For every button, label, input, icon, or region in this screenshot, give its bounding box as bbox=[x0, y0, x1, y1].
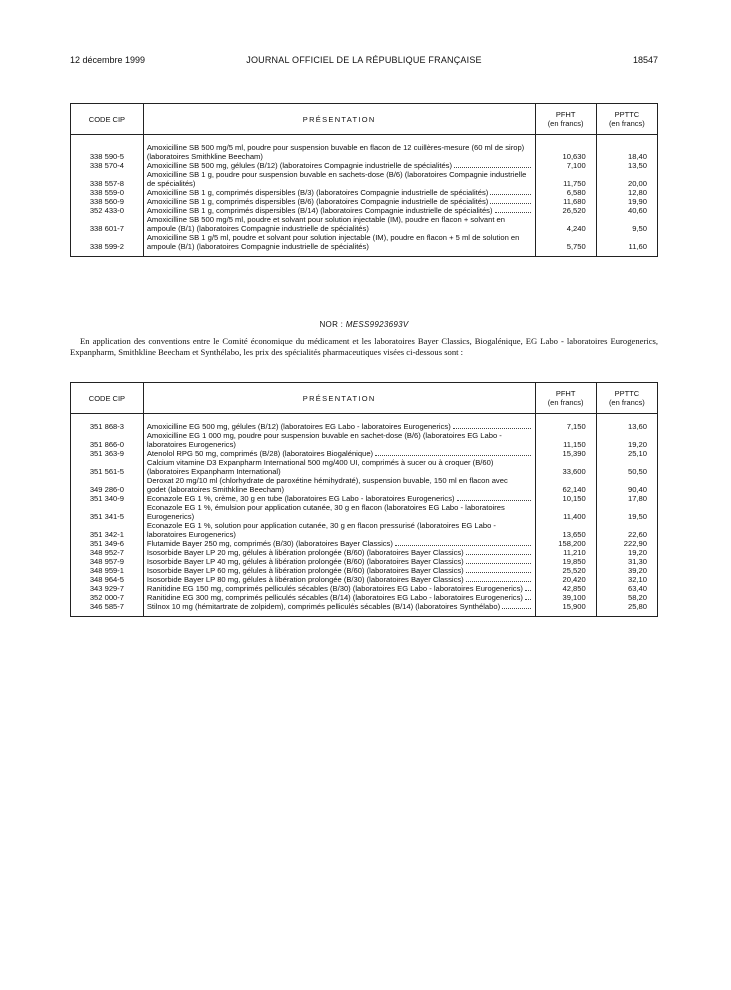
ppttc-value: 63,40 bbox=[627, 584, 647, 593]
cip-code: 348 959-1 bbox=[89, 566, 125, 575]
ppttc-value: 17,80 bbox=[627, 494, 647, 503]
price-table-smithkline bbox=[70, 103, 658, 257]
presentation-label: Isosorbide Bayer LP 60 mg, gélules à libération prolongée (B/60) (laboratoires Bayer Classics) bbox=[146, 566, 464, 575]
pfht-value: 11,750 bbox=[563, 179, 586, 188]
table-row bbox=[71, 584, 658, 593]
cip-code-cell bbox=[71, 548, 144, 557]
table-row bbox=[71, 206, 658, 215]
cip-code-cell bbox=[71, 593, 144, 602]
cip-code-cell bbox=[71, 584, 144, 593]
pfht-cell bbox=[535, 539, 596, 548]
cip-code: 351 561-5 bbox=[89, 467, 125, 476]
presentation-cell bbox=[143, 566, 535, 575]
ppttc-value: 50,50 bbox=[627, 467, 647, 476]
presentation-label: Econazole EG 1 %, solution pour application cutanée, 30 g en flacon pressurisé (laboratoires EG Labo - laboratoires Eurogenerics) bbox=[146, 521, 496, 539]
pfht-value: 19,850 bbox=[562, 557, 586, 566]
ppttc-cell bbox=[596, 431, 657, 449]
ppttc-value: 11,60 bbox=[628, 242, 647, 251]
presentation-text bbox=[147, 449, 532, 458]
cip-code-cell bbox=[71, 414, 144, 432]
ppttc-cell bbox=[596, 161, 657, 170]
cip-code: 351 342-1 bbox=[89, 530, 125, 539]
ppttc-cell bbox=[596, 494, 657, 503]
presentation-label: Econazole EG 1 %, émulsion pour application cutanée, 30 g en flacon (laboratoires EG Labo - laboratoires Eurogenerics) bbox=[146, 503, 505, 521]
presentation-label: Flutamide Bayer 250 mg, comprimés (B/30) (laboratoires Bayer Classics) bbox=[146, 539, 393, 548]
ppttc-value: 19,90 bbox=[627, 197, 647, 206]
dot-leader bbox=[466, 563, 531, 564]
presentation-text bbox=[147, 422, 532, 431]
presentation-label: Deroxat 20 mg/10 ml (chlorhydrate de paroxétine hémihydraté), suspension buvable, 150 ml en flacon avec godet (laboratoires Smithkline Beecham) bbox=[146, 476, 508, 494]
table-row bbox=[71, 135, 658, 162]
presentation-cell bbox=[143, 197, 535, 206]
presentation-label: Amoxicilline SB 500 mg, gélules (B/12) (laboratoires Compagnie industrielle de spécialités) bbox=[146, 161, 453, 170]
cip-code-cell bbox=[71, 135, 144, 162]
pfht-cell bbox=[535, 476, 596, 494]
cip-code: 338 560-9 bbox=[89, 197, 125, 206]
cip-code-cell bbox=[71, 566, 144, 575]
presentation-label: Isosorbide Bayer LP 80 mg, gélules à libération prolongée (B/30) (laboratoires Bayer Classics) bbox=[146, 575, 464, 584]
table-row bbox=[71, 233, 658, 257]
ppttc-value: 31,30 bbox=[627, 557, 647, 566]
presentation-cell bbox=[143, 170, 535, 188]
table-row bbox=[71, 161, 658, 170]
col-header-pfht: PFHT (en francs) bbox=[535, 104, 596, 135]
pfht-value: 4,240 bbox=[566, 224, 586, 233]
cip-code: 346 585-7 bbox=[89, 602, 125, 611]
presentation-text bbox=[147, 188, 532, 197]
presentation-text bbox=[147, 215, 532, 233]
table-row bbox=[71, 503, 658, 521]
ppttc-value: 222,90 bbox=[623, 539, 647, 548]
ppttc-cell bbox=[596, 135, 657, 162]
nor-label: NOR : bbox=[319, 320, 344, 329]
table-header-row bbox=[71, 383, 658, 414]
presentation-text bbox=[147, 503, 532, 521]
pfht-cell bbox=[535, 584, 596, 593]
dot-leader bbox=[466, 581, 531, 582]
pfht-cell bbox=[535, 449, 596, 458]
page-header bbox=[70, 55, 658, 69]
table-row bbox=[71, 458, 658, 476]
pfht-value: 26,520 bbox=[562, 206, 586, 215]
cip-code: 351 340-9 bbox=[89, 494, 125, 503]
pfht-value: 11,210 bbox=[563, 548, 586, 557]
cip-code-cell bbox=[71, 557, 144, 566]
pfht-value: 15,390 bbox=[562, 449, 586, 458]
dot-leader bbox=[454, 167, 531, 168]
dot-leader bbox=[457, 500, 531, 501]
presentation-cell bbox=[143, 458, 535, 476]
presentation-text bbox=[147, 584, 532, 593]
presentation-label: Amoxicilline SB 1 g, comprimés dispersibles (B/14) (laboratoires Compagnie industrielle de spécialités) bbox=[146, 206, 493, 215]
pfht-value: 10,630 bbox=[562, 152, 586, 161]
col-header-ppttc: PPTTC (en francs) bbox=[596, 383, 657, 414]
presentation-cell bbox=[143, 494, 535, 503]
ppttc-value: 9,50 bbox=[632, 224, 647, 233]
cip-code-cell bbox=[71, 494, 144, 503]
pfht-cell bbox=[535, 566, 596, 575]
pfht-cell bbox=[535, 233, 596, 257]
presentation-label: Amoxicilline SB 1 g, comprimés dispersibles (B/3) (laboratoires Compagnie industrielle de spécialités) bbox=[146, 188, 489, 197]
presentation-text bbox=[147, 575, 532, 584]
table-header-row bbox=[71, 104, 658, 135]
table-row bbox=[71, 521, 658, 539]
cip-code-cell bbox=[71, 161, 144, 170]
pfht-value: 11,400 bbox=[563, 512, 586, 521]
presentation-text bbox=[147, 548, 532, 557]
pfht-cell bbox=[535, 575, 596, 584]
ppttc-value: 25,80 bbox=[627, 602, 647, 611]
ppttc-cell bbox=[596, 584, 657, 593]
dot-leader bbox=[495, 212, 531, 213]
presentation-label: Isosorbide Bayer LP 40 mg, gélules à libération prolongée (B/60) (laboratoires Bayer Classics) bbox=[146, 557, 464, 566]
cip-code: 338 601-7 bbox=[89, 224, 125, 233]
presentation-label: Econazole EG 1 %, crème, 30 g en tube (laboratoires EG Labo - laboratoires Eurogenerics) bbox=[146, 494, 455, 503]
pfht-cell bbox=[535, 206, 596, 215]
pfht-cell bbox=[535, 431, 596, 449]
pfht-cell bbox=[535, 170, 596, 188]
ppttc-cell bbox=[596, 206, 657, 215]
presentation-cell bbox=[143, 548, 535, 557]
table-row bbox=[71, 494, 658, 503]
dot-leader bbox=[453, 428, 531, 429]
ppttc-value: 13,50 bbox=[627, 161, 647, 170]
presentation-text bbox=[147, 161, 532, 170]
col-header-ppttc: PPTTC (en francs) bbox=[596, 104, 657, 135]
ppttc-value: 90,40 bbox=[627, 485, 647, 494]
presentation-cell bbox=[143, 414, 535, 432]
pfht-value: 20,420 bbox=[562, 575, 586, 584]
col-header-presentation: PRÉSENTATION bbox=[143, 104, 535, 135]
presentation-text bbox=[147, 206, 532, 215]
cip-code: 338 557-8 bbox=[89, 179, 125, 188]
cip-code: 351 866-0 bbox=[89, 440, 125, 449]
pfht-cell bbox=[535, 215, 596, 233]
presentation-text bbox=[147, 197, 532, 206]
presentation-cell bbox=[143, 233, 535, 257]
table-row bbox=[71, 539, 658, 548]
ppttc-cell bbox=[596, 548, 657, 557]
pfht-value: 7,100 bbox=[566, 161, 586, 170]
dot-leader bbox=[490, 194, 530, 195]
presentation-cell bbox=[143, 593, 535, 602]
col-header-pfht: PFHT (en francs) bbox=[535, 383, 596, 414]
presentation-label: Atenolol RPG 50 mg, comprimés (B/28) (laboratoires Biogalénique) bbox=[146, 449, 374, 458]
dot-leader bbox=[502, 608, 530, 609]
presentation-label: Ranitidine EG 300 mg, comprimés pelliculés sécables (B/14) (laboratoires EG Labo - laboratoires Eurogenerics) bbox=[146, 593, 523, 602]
ppttc-cell bbox=[596, 602, 657, 617]
price-table-generics bbox=[70, 382, 658, 617]
cip-code-cell bbox=[71, 476, 144, 494]
ppttc-cell bbox=[596, 476, 657, 494]
presentation-label: Amoxicilline EG 500 mg, gélules (B/12) (laboratoires EG Labo - laboratoires Eurogenerics) bbox=[146, 422, 451, 431]
page-number: 18547 bbox=[632, 55, 658, 65]
ppttc-cell bbox=[596, 215, 657, 233]
pfht-cell bbox=[535, 548, 596, 557]
presentation-label: Stilnox 10 mg (hémitartrate de zolpidem), comprimés pelliculés sécables (B/14) (laboratoires Synthélabo) bbox=[146, 602, 501, 611]
cip-code-cell bbox=[71, 539, 144, 548]
ppttc-cell bbox=[596, 539, 657, 548]
ppttc-value: 32,10 bbox=[627, 575, 647, 584]
col-header-code-cip: CODE CIP bbox=[71, 383, 144, 414]
pfht-cell bbox=[535, 458, 596, 476]
cip-code: 351 363-9 bbox=[89, 449, 125, 458]
presentation-cell bbox=[143, 521, 535, 539]
presentation-text bbox=[147, 494, 532, 503]
cip-code-cell bbox=[71, 215, 144, 233]
cip-code-cell bbox=[71, 503, 144, 521]
pfht-value: 42,850 bbox=[562, 584, 586, 593]
cip-code-cell bbox=[71, 188, 144, 197]
presentation-label: Amoxicilline SB 1 g, poudre pour suspension buvable en sachets-dose (B/6) (laboratoires Compagnie industrielle de spécialités) bbox=[146, 170, 527, 188]
pfht-cell bbox=[535, 161, 596, 170]
dot-leader bbox=[395, 545, 531, 546]
nor-reference bbox=[70, 320, 658, 329]
nor-code: MESS9923693V bbox=[345, 320, 409, 329]
presentation-cell bbox=[143, 602, 535, 617]
presentation-text bbox=[147, 170, 532, 188]
pfht-cell bbox=[535, 602, 596, 617]
cip-code: 338 599-2 bbox=[89, 242, 125, 251]
journal-title: JOURNAL OFFICIEL DE LA RÉPUBLIQUE FRANÇAISE bbox=[246, 55, 482, 65]
pfht-cell bbox=[535, 593, 596, 602]
ppttc-cell bbox=[596, 414, 657, 432]
presentation-text bbox=[147, 476, 532, 494]
table-row bbox=[71, 188, 658, 197]
cip-code-cell bbox=[71, 602, 144, 617]
cip-code-cell bbox=[71, 233, 144, 257]
ppttc-cell bbox=[596, 458, 657, 476]
presentation-label: Amoxicilline SB 500 mg/5 ml, poudre et solvant pour solution injectable (IM), poudre en flacon + solvant en ampoule (B/1) (laboratoires Compagnie industrielle de spécialités) bbox=[146, 215, 505, 233]
pfht-value: 39,100 bbox=[562, 593, 586, 602]
cip-code: 338 590-5 bbox=[89, 152, 125, 161]
ppttc-value: 58,20 bbox=[627, 593, 647, 602]
pfht-value: 15,900 bbox=[562, 602, 586, 611]
presentation-cell bbox=[143, 539, 535, 548]
ppttc-cell bbox=[596, 521, 657, 539]
intro-paragraph: En application des conventions entre le Comité économique du médicament et les laboratoires Bayer Classics, Biogalénique, EG Labo - laboratoires Eurogenerics, Expanpharm, Smithkline Beecham et Synthélabo, les prix des spécialités pharmaceutiques visées ci-dessous sont : bbox=[70, 336, 658, 357]
cip-code: 351 868-3 bbox=[89, 422, 125, 431]
ppttc-cell bbox=[596, 566, 657, 575]
presentation-cell bbox=[143, 584, 535, 593]
cip-code: 352 000-7 bbox=[89, 593, 125, 602]
cip-code: 343 929-7 bbox=[89, 584, 125, 593]
pfht-cell bbox=[535, 197, 596, 206]
presentation-cell bbox=[143, 215, 535, 233]
ppttc-cell bbox=[596, 170, 657, 188]
cip-code-cell bbox=[71, 449, 144, 458]
ppttc-cell bbox=[596, 557, 657, 566]
table-row bbox=[71, 414, 658, 432]
ppttc-cell bbox=[596, 197, 657, 206]
col-header-code-cip: CODE CIP bbox=[71, 104, 144, 135]
ppttc-value: 19,20 bbox=[627, 548, 647, 557]
presentation-cell bbox=[143, 431, 535, 449]
table-row bbox=[71, 215, 658, 233]
pfht-value: 5,750 bbox=[566, 242, 586, 251]
table-row bbox=[71, 476, 658, 494]
presentation-cell bbox=[143, 135, 535, 162]
pfht-value: 62,140 bbox=[562, 485, 586, 494]
dot-leader bbox=[490, 203, 530, 204]
pfht-value: 7,150 bbox=[566, 422, 586, 431]
issue-date: 12 décembre 1999 bbox=[70, 55, 146, 65]
table-row bbox=[71, 431, 658, 449]
pfht-cell bbox=[535, 414, 596, 432]
presentation-label: Isosorbide Bayer LP 20 mg, gélules à libération prolongée (B/60) (laboratoires Bayer Classics) bbox=[146, 548, 464, 557]
ppttc-cell bbox=[596, 188, 657, 197]
presentation-text bbox=[147, 521, 532, 539]
table-row bbox=[71, 449, 658, 458]
pfht-value: 158,200 bbox=[558, 539, 586, 548]
presentation-label: Amoxicilline EG 1 000 mg, poudre pour suspension buvable en sachet-dose (B/6) (laboratoires EG Labo - laboratoires Eurogenerics) bbox=[146, 431, 502, 449]
ppttc-cell bbox=[596, 575, 657, 584]
cip-code: 352 433-0 bbox=[89, 206, 125, 215]
pfht-value: 10,150 bbox=[562, 494, 586, 503]
presentation-cell bbox=[143, 503, 535, 521]
dot-leader bbox=[466, 554, 531, 555]
presentation-cell bbox=[143, 449, 535, 458]
presentation-cell bbox=[143, 557, 535, 566]
table-row bbox=[71, 566, 658, 575]
cip-code-cell bbox=[71, 206, 144, 215]
cip-code: 338 570-4 bbox=[89, 161, 125, 170]
ppttc-value: 25,10 bbox=[627, 449, 647, 458]
cip-code-cell bbox=[71, 521, 144, 539]
cip-code: 351 341-5 bbox=[89, 512, 125, 521]
pfht-value: 11,150 bbox=[563, 440, 586, 449]
pfht-value: 33,600 bbox=[562, 467, 586, 476]
cip-code: 351 349-6 bbox=[89, 539, 125, 548]
ppttc-value: 22,60 bbox=[627, 530, 647, 539]
presentation-label: Amoxicilline SB 1 g, comprimés dispersibles (B/6) (laboratoires Compagnie industrielle de spécialités) bbox=[146, 197, 489, 206]
presentation-text bbox=[147, 233, 532, 251]
presentation-label: Amoxicilline SB 500 mg/5 ml, poudre pour suspension buvable en flacon de 12 cuillères-mesure (60 ml de sirop) (laboratoires Smithkline Beecham) bbox=[146, 143, 525, 161]
table-row bbox=[71, 593, 658, 602]
ppttc-cell bbox=[596, 503, 657, 521]
presentation-cell bbox=[143, 476, 535, 494]
presentation-text bbox=[147, 557, 532, 566]
cip-code-cell bbox=[71, 170, 144, 188]
presentation-text bbox=[147, 143, 532, 161]
table-row bbox=[71, 575, 658, 584]
pfht-cell bbox=[535, 521, 596, 539]
dot-leader bbox=[525, 590, 531, 591]
presentation-text bbox=[147, 431, 532, 449]
ppttc-value: 40,60 bbox=[627, 206, 647, 215]
cip-code: 349 286-0 bbox=[89, 485, 125, 494]
presentation-text bbox=[147, 539, 532, 548]
ppttc-value: 20,00 bbox=[627, 179, 647, 188]
cip-code: 348 964-5 bbox=[89, 575, 125, 584]
cip-code: 338 559-0 bbox=[89, 188, 125, 197]
pfht-value: 11,680 bbox=[563, 197, 586, 206]
ppttc-value: 19,20 bbox=[627, 440, 647, 449]
pfht-cell bbox=[535, 188, 596, 197]
presentation-text bbox=[147, 566, 532, 575]
cip-code: 348 952-7 bbox=[89, 548, 125, 557]
ppttc-value: 19,50 bbox=[627, 512, 647, 521]
presentation-cell bbox=[143, 161, 535, 170]
presentation-label: Amoxicilline SB 1 g/5 ml, poudre et solvant pour solution injectable (IM), poudre en flacon + 5 ml de solution en ampoule (B/1) (laboratoires Compagnie industrielle de spécialités) bbox=[146, 233, 520, 251]
pfht-value: 6,580 bbox=[566, 188, 586, 197]
presentation-label: Calcium vitamine D3 Expanpharm International 500 mg/400 UI, comprimés à sucer ou à croquer (B/60) (laboratoires Expanpharm International) bbox=[146, 458, 494, 476]
dot-leader bbox=[466, 572, 531, 573]
dot-leader bbox=[525, 599, 531, 600]
pfht-cell bbox=[535, 557, 596, 566]
pfht-cell bbox=[535, 135, 596, 162]
cip-code: 348 957-9 bbox=[89, 557, 125, 566]
ppttc-value: 18,40 bbox=[627, 152, 647, 161]
pfht-value: 25,520 bbox=[562, 566, 586, 575]
cip-code-cell bbox=[71, 431, 144, 449]
ppttc-value: 39,20 bbox=[627, 566, 647, 575]
presentation-text bbox=[147, 602, 532, 611]
ppttc-cell bbox=[596, 593, 657, 602]
cip-code-cell bbox=[71, 575, 144, 584]
presentation-text bbox=[147, 458, 532, 476]
presentation-cell bbox=[143, 206, 535, 215]
table-row bbox=[71, 602, 658, 617]
presentation-label: Ranitidine EG 150 mg, comprimés pelliculés sécables (B/30) (laboratoires EG Labo - laboratoires Eurogenerics) bbox=[146, 584, 523, 593]
table-row bbox=[71, 197, 658, 206]
ppttc-value: 13,60 bbox=[627, 422, 647, 431]
dot-leader bbox=[375, 455, 530, 456]
pfht-cell bbox=[535, 503, 596, 521]
presentation-cell bbox=[143, 575, 535, 584]
pfht-cell bbox=[535, 494, 596, 503]
cip-code-cell bbox=[71, 197, 144, 206]
presentation-cell bbox=[143, 188, 535, 197]
table-row bbox=[71, 557, 658, 566]
ppttc-cell bbox=[596, 449, 657, 458]
presentation-text bbox=[147, 593, 532, 602]
pfht-value: 13,650 bbox=[562, 530, 586, 539]
col-header-presentation: PRÉSENTATION bbox=[143, 383, 535, 414]
cip-code-cell bbox=[71, 458, 144, 476]
ppttc-value: 12,80 bbox=[627, 188, 647, 197]
table-row bbox=[71, 170, 658, 188]
ppttc-cell bbox=[596, 233, 657, 257]
table-row bbox=[71, 548, 658, 557]
